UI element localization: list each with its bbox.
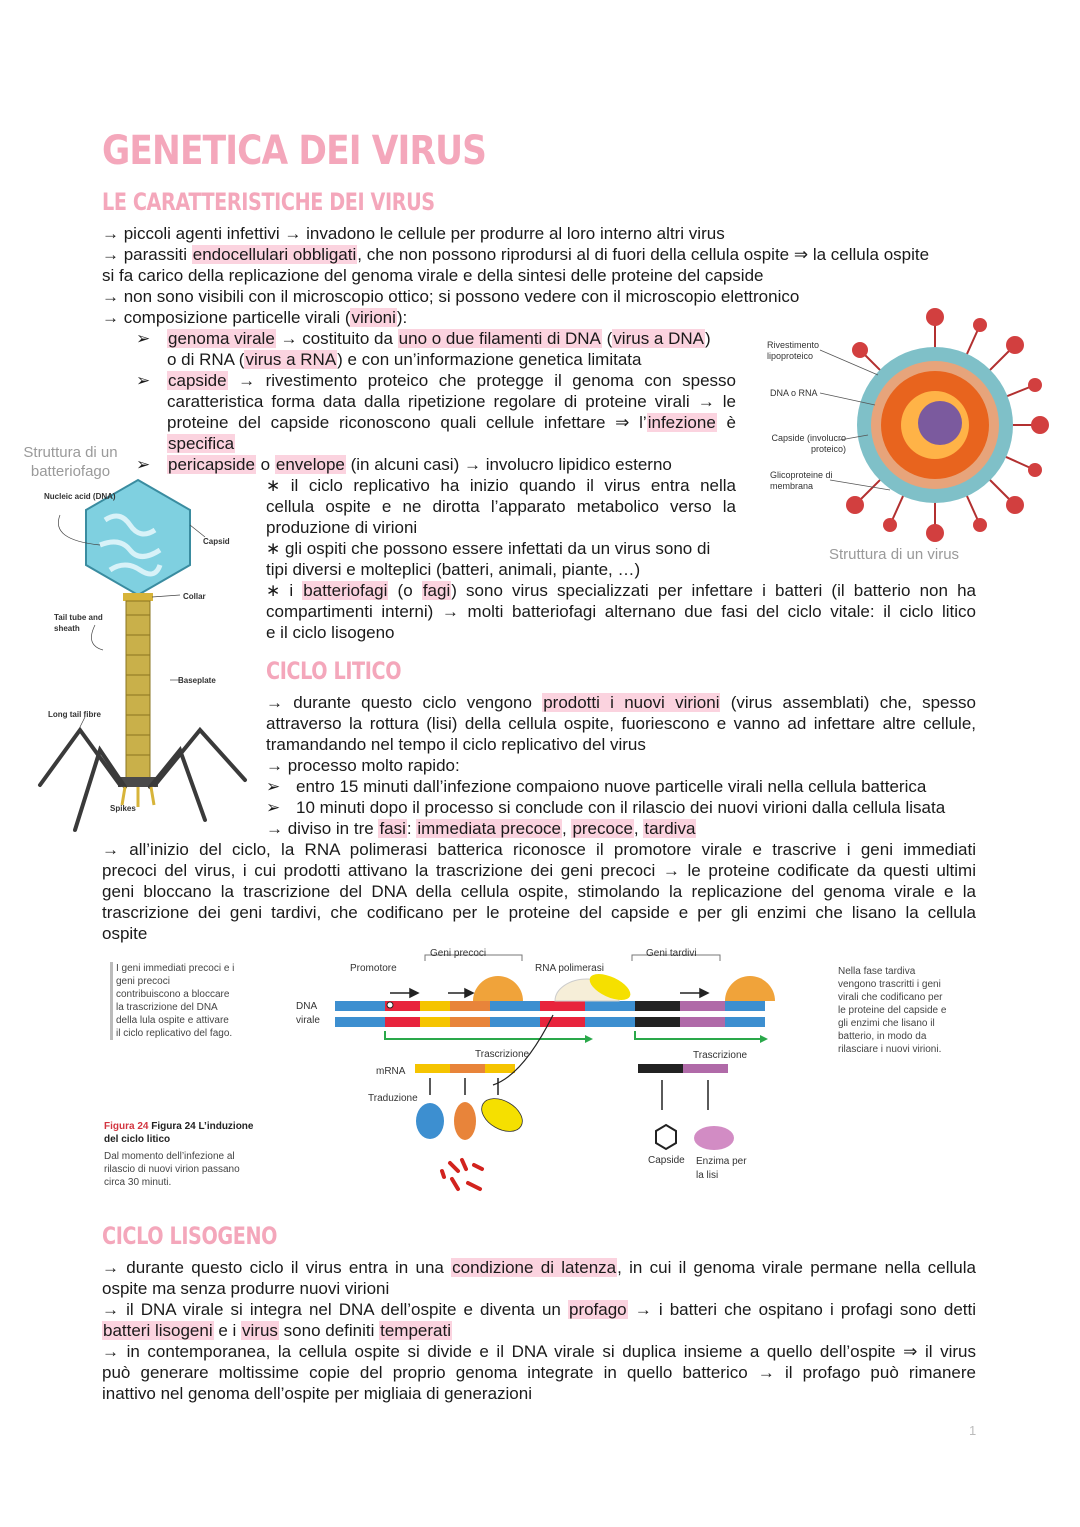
phage-label: Tail tube and sheath <box>54 613 103 633</box>
text-line: → il DNA virale si integra nel DNA dell’ospite e diventa un profago → i batteri che ospitano i profagi sono detti <box>102 1300 976 1319</box>
text-line: → durante questo ciclo vengono prodotti i nuovi virioni (virus assemblati) che, spesso <box>266 693 976 712</box>
label-capside: Capside <box>648 1155 685 1166</box>
label-geni-precoci: Geni precoci <box>430 948 487 959</box>
virus-label: DNA o RNA <box>770 388 818 398</box>
bullet-arrow: ➢ <box>136 329 151 348</box>
section-heading-litico: CICLO LITICO <box>266 657 402 685</box>
page-title: GENETICA DEI VIRUS <box>102 128 487 174</box>
phage-label: Nucleic acid (DNA) <box>44 492 116 501</box>
text-line: → durante questo ciclo il virus entra in una condizione di latenza, in cui il genoma virale permane nella cellula <box>102 1258 976 1277</box>
text-line: può generare moltissime copie del proprio genoma integrate in quello batterico → il profago può rimanere <box>102 1363 976 1382</box>
text-line: o di RNA (virus a RNA) e con un’informazione genetica limitata <box>167 350 642 369</box>
figure-note-left: I geni immediati precoci e i geni precoci contribuiscono a bloccare la trascrizione del DNA della lula ospite e attivare il ciclo replicativo del fago. <box>110 962 236 1040</box>
label-mrna: mRNA <box>376 1066 406 1077</box>
text-line: si fa carico della replicazione del genoma virale e della sintesi delle proteine del capside <box>102 266 764 285</box>
label-traduzione: Traduzione <box>368 1093 418 1104</box>
highlight: virioni <box>351 308 396 327</box>
text-line: caratteristica forma data dalla ripetizione regolare di proteine virali → le <box>167 392 736 411</box>
text-line: 10 minuti dopo il processo si conclude con il rilascio dei nuovi virioni dalla cellula lisata <box>296 798 946 817</box>
phage-label: Spikes <box>110 804 136 813</box>
text-line: → composizione particelle virali (virioni): <box>102 308 408 327</box>
label-rna-polimerasi: RNA polimerasi <box>535 963 604 974</box>
text-line: batteri lisogeni e i virus sono definiti temperati <box>103 1321 451 1340</box>
text-line: attraverso la rottura (lisi) della cellula ospite, fuoriescono e vanno ad infettare altre cellule, <box>266 714 976 733</box>
text-line: tipi diversi e molteplici (batteri, animali, piante, …) <box>266 560 641 579</box>
figure-note-right: Nella fase tardiva vengono trascritti i geni virali che codificano per le proteine del capside e gli enzimi che lisano il batterio, in modo da rilasciare i nuovi virioni. <box>838 966 947 1055</box>
phage-figure <box>30 475 260 840</box>
text-line: geni bloccano la trascrizione del DNA della cellula ospite, stimolando la replicazione del genoma virale e la <box>102 882 976 901</box>
text-line: compartimenti interni) → molti batteriofagi alternano due fasi del ciclo vitale: il ciclo litico <box>266 602 976 621</box>
text-line: → processo molto rapido: <box>266 756 460 775</box>
section-heading-lisogeno: CICLO LISOGENO <box>102 1222 278 1250</box>
text-line: → piccoli agenti infettivi → invadono le cellule per produrre al loro interno altri virus <box>102 224 725 243</box>
label-geni-tardivi: Geni tardivi <box>646 948 697 959</box>
highlight: endocellulari obbligati <box>192 245 357 264</box>
text-line: inattivo nel genoma dell’ospite per migliaia di generazioni <box>102 1384 532 1403</box>
virus-caption: Struttura di un virus <box>829 546 960 563</box>
figure-title: Figura 24 Figura 24 L’induzione del ciclo litico <box>104 1121 254 1145</box>
figure-caption: Dal momento dell’infezione al rilascio di nuovi virion passano circa 30 minuti. <box>104 1151 240 1188</box>
label-trascrizione: Trascrizione <box>693 1050 748 1061</box>
virus-label: Capside (involucro proteico) <box>771 433 846 454</box>
virus-label: Rivestimento lipoproteico <box>767 340 820 361</box>
bullet-arrow: ➢ <box>266 798 281 817</box>
virus-label: Glicoproteine di membrana <box>770 470 833 491</box>
phage-label: Long tail fibre <box>48 710 101 719</box>
lytic-diagram <box>290 945 830 1205</box>
text-line: proteine del capside riconoscono quali cellule infettare ⇒ l’infezione è <box>167 413 736 432</box>
text-line: ∗ i batteriofagi (o fagi) sono virus specializzati per infettare i batteri (il batterio non ha <box>266 581 977 600</box>
label-promotore: Promotore <box>350 963 397 974</box>
text-line: → non sono visibili con il microscopio ottico; si possono vedere con il microscopio elettronico <box>102 287 800 306</box>
text-line: trascrizione dei geni tardivi, che codificano per le proteine del capside e per gli enzimi che lisano la cellula <box>102 903 976 922</box>
section-heading-caratteristiche: LE CARATTERISTICHE DEI VIRUS <box>102 188 435 216</box>
text-line: e il ciclo lisogeno <box>266 623 395 642</box>
phage-label: Capsid <box>203 537 230 546</box>
text-line: ospite <box>102 924 148 943</box>
bullet-arrow: ➢ <box>136 455 151 474</box>
text-line: cellula ospite e ne dirotta l’apparato metabolico verso la <box>266 497 736 516</box>
page-number: 1 <box>969 1423 977 1438</box>
text-line: entro 15 minuti dall’infezione compaiono nuove particelle virali nella cellula batterica <box>296 777 927 796</box>
text-line: specifica <box>168 434 235 453</box>
text-line: → in contemporanea, la cellula ospite si divide e il DNA virale si duplica insieme a quello dell’ospite ⇒ il virus <box>102 1342 976 1361</box>
text-line: capside → rivestimento proteico che protegge il genoma con spesso <box>168 371 736 390</box>
phage-label: Collar <box>183 592 206 601</box>
bullet-arrow: ➢ <box>266 777 281 796</box>
text-line: ∗ il ciclo replicativo ha inizio quando il virus entra nella <box>266 476 736 495</box>
label-trascrizione: Trascrizione <box>475 1049 530 1060</box>
text-line: → all’inizio del ciclo, la RNA polimerasi batterica riconosce il promotore virale e trascrive i geni immediati <box>102 840 976 859</box>
label-dna-virale: DNA virale <box>296 1001 320 1026</box>
phage-label: Baseplate <box>178 676 216 685</box>
phage-caption: Struttura di un batteriofago <box>23 444 118 480</box>
text-line: genoma virale → costituito da uno o due filamenti di DNA (virus a DNA) <box>168 329 711 348</box>
text-line: pericapside o envelope (in alcuni casi) → involucro lipidico esterno <box>168 455 672 474</box>
text-line: precoci del virus, i cui prodotti attivano la trascrizione dei geni precoci → le proteine codificate da questi ultimi <box>102 861 976 880</box>
bullet-arrow: ➢ <box>136 371 151 390</box>
text-line: ∗ gli ospiti che possono essere infettati da un virus sono di <box>266 539 711 558</box>
text-line: produzione di virioni <box>266 518 418 537</box>
label-enzima: Enzima per la lisi <box>696 1156 747 1181</box>
text-line: → diviso in tre fasi: immediata precoce, precoce, tardiva <box>266 819 696 838</box>
text-line: tramandando nel tempo il ciclo replicativo del virus <box>266 735 646 754</box>
text-line: ospite ma senza produrre nuovi virioni <box>102 1279 390 1298</box>
text-line: → parassiti endocellulari obbligati, che non possono riprodursi al di fuori della cellula ospite ⇒ la cellula ospite <box>102 245 930 264</box>
